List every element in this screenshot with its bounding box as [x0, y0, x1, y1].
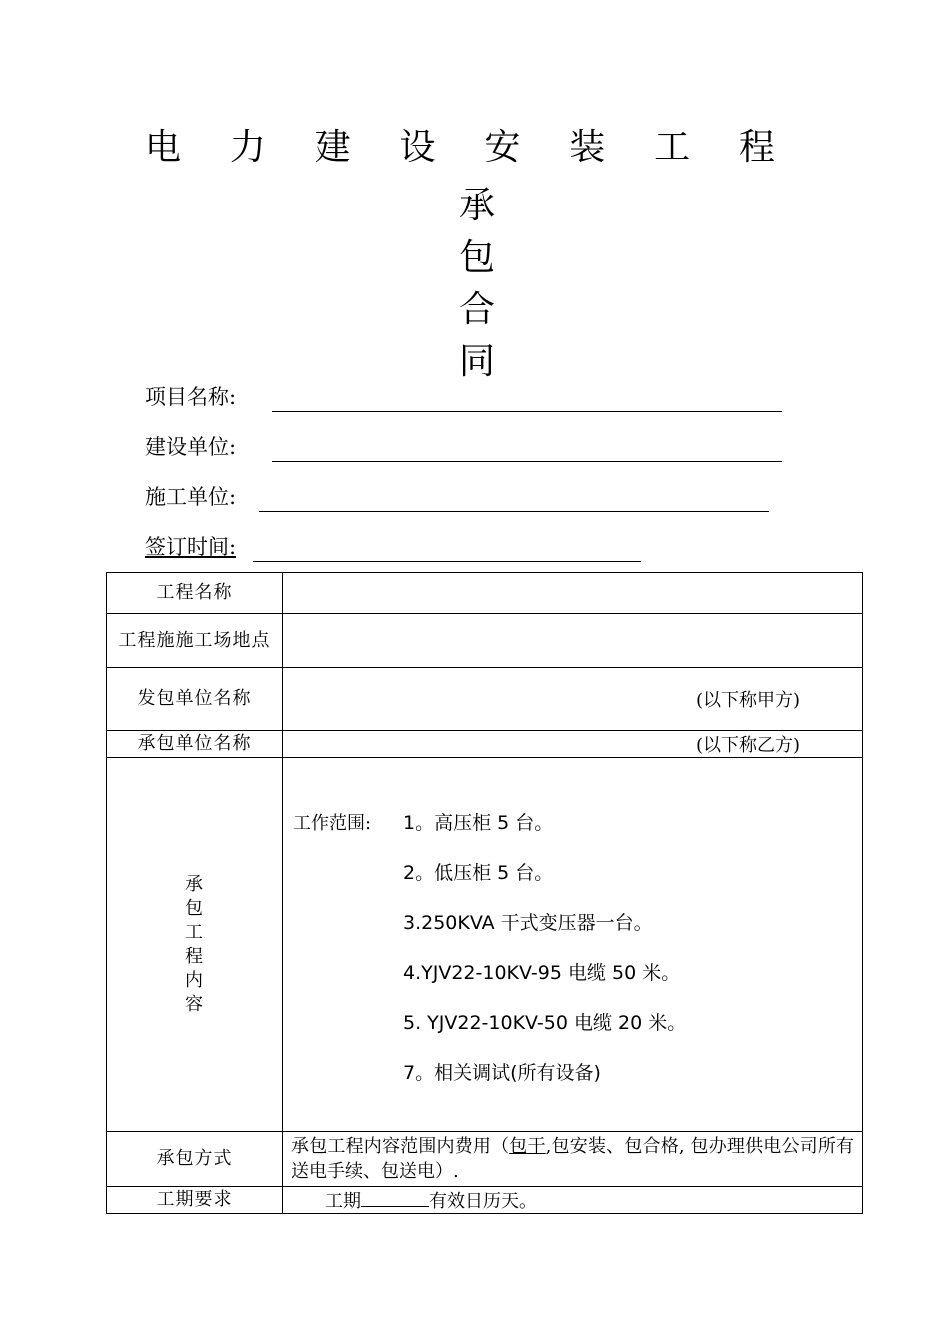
scope-content-cell [283, 758, 863, 1132]
table-row [107, 731, 863, 758]
scope-label-char: 程 [185, 945, 204, 967]
contract-method-suffix: ,包安装、包合格, 包办理供电公司所有送电手续、包送电）. [291, 1136, 855, 1182]
contractor-label-cell: 承包单位名称 [107, 731, 283, 758]
title-char: 建 [314, 127, 351, 168]
schedule-days-blank[interactable] [361, 1188, 429, 1207]
scope-content [283, 759, 862, 1131]
construction-unit-blank[interactable] [272, 461, 782, 462]
table-row [107, 573, 863, 614]
employer-label-cell: 发包单位名称 [107, 668, 283, 731]
scope-label-char: 容 [185, 993, 204, 1015]
sign-time-label: 签订时间: [145, 535, 237, 559]
scope-label-char: 工 [185, 921, 204, 943]
construction-unit-label: 建设单位: [145, 435, 237, 459]
schedule-value-cell [283, 1187, 863, 1214]
document-title-line2 [452, 180, 502, 388]
contractor-value-cell[interactable]: (以下称乙方) [283, 731, 863, 758]
title-char: 工 [654, 127, 691, 168]
builder-unit-field[interactable] [145, 482, 775, 512]
project-name-blank[interactable] [272, 411, 782, 412]
title-char: 安 [484, 127, 521, 168]
project-name-field[interactable] [145, 382, 785, 412]
title-char: 承 [458, 185, 495, 226]
employer-value-cell[interactable]: (以下称甲方) [283, 668, 863, 731]
scope-label-char: 包 [185, 897, 204, 919]
scope-label-char: 内 [185, 969, 204, 991]
sign-time-blank[interactable] [253, 561, 641, 562]
scope-item: 1。高压柜 5 台。 [403, 811, 554, 834]
title-char: 包 [458, 237, 495, 278]
contract-table [106, 572, 863, 1214]
scope-item: 3.250KVA 干式变压器一台。 [403, 911, 653, 934]
schedule-label-cell: 工期要求 [107, 1187, 283, 1214]
schedule-prefix: 工期 [325, 1191, 361, 1212]
table-row [107, 1187, 863, 1214]
scope-item: 7。相关调试(所有设备) [403, 1061, 601, 1084]
contract-method-prefix: 承包工程内容范围内费用（ [291, 1136, 510, 1157]
contract-method-underlined: 包干 [509, 1136, 546, 1157]
schedule-suffix: 有效日历天。 [429, 1191, 537, 1212]
title-char: 装 [569, 127, 606, 168]
title-char: 力 [229, 127, 266, 168]
table-row [107, 614, 863, 668]
site-location-value-cell[interactable] [283, 614, 863, 668]
scope-item: 2。低压柜 5 台。 [403, 861, 554, 884]
builder-unit-label: 施工单位: [145, 485, 237, 509]
scope-heading: 工作范围: [293, 812, 372, 834]
document-title-line1 [145, 126, 775, 170]
project-name-value-cell[interactable] [283, 573, 863, 614]
title-char: 电 [145, 127, 182, 168]
scope-label-char: 承 [185, 873, 204, 895]
title-char: 设 [399, 127, 436, 168]
project-name-label-cell: 工程名称 [107, 573, 283, 614]
title-char: 程 [738, 127, 775, 168]
scope-label-cell [107, 758, 283, 1132]
scope-item: 5. YJV22-10KV-50 电缆 20 米。 [403, 1011, 687, 1034]
contract-method-value-cell [283, 1132, 863, 1187]
scope-item: 4.YJV22-10KV-95 电缆 50 米。 [403, 961, 681, 984]
title-char: 同 [458, 341, 495, 382]
scope-vertical-label [107, 873, 282, 1017]
builder-unit-blank[interactable] [259, 511, 769, 512]
table-row [107, 758, 863, 1132]
sign-time-field[interactable] [145, 532, 645, 562]
table-row [107, 668, 863, 731]
title-char: 合 [458, 289, 495, 330]
project-name-label: 项目名称: [145, 385, 237, 409]
contract-method-label-cell: 承包方式 [107, 1132, 283, 1187]
site-location-label-cell: 工程施施工场地点 [107, 614, 283, 668]
construction-unit-field[interactable] [145, 432, 785, 462]
table-row [107, 1132, 863, 1187]
